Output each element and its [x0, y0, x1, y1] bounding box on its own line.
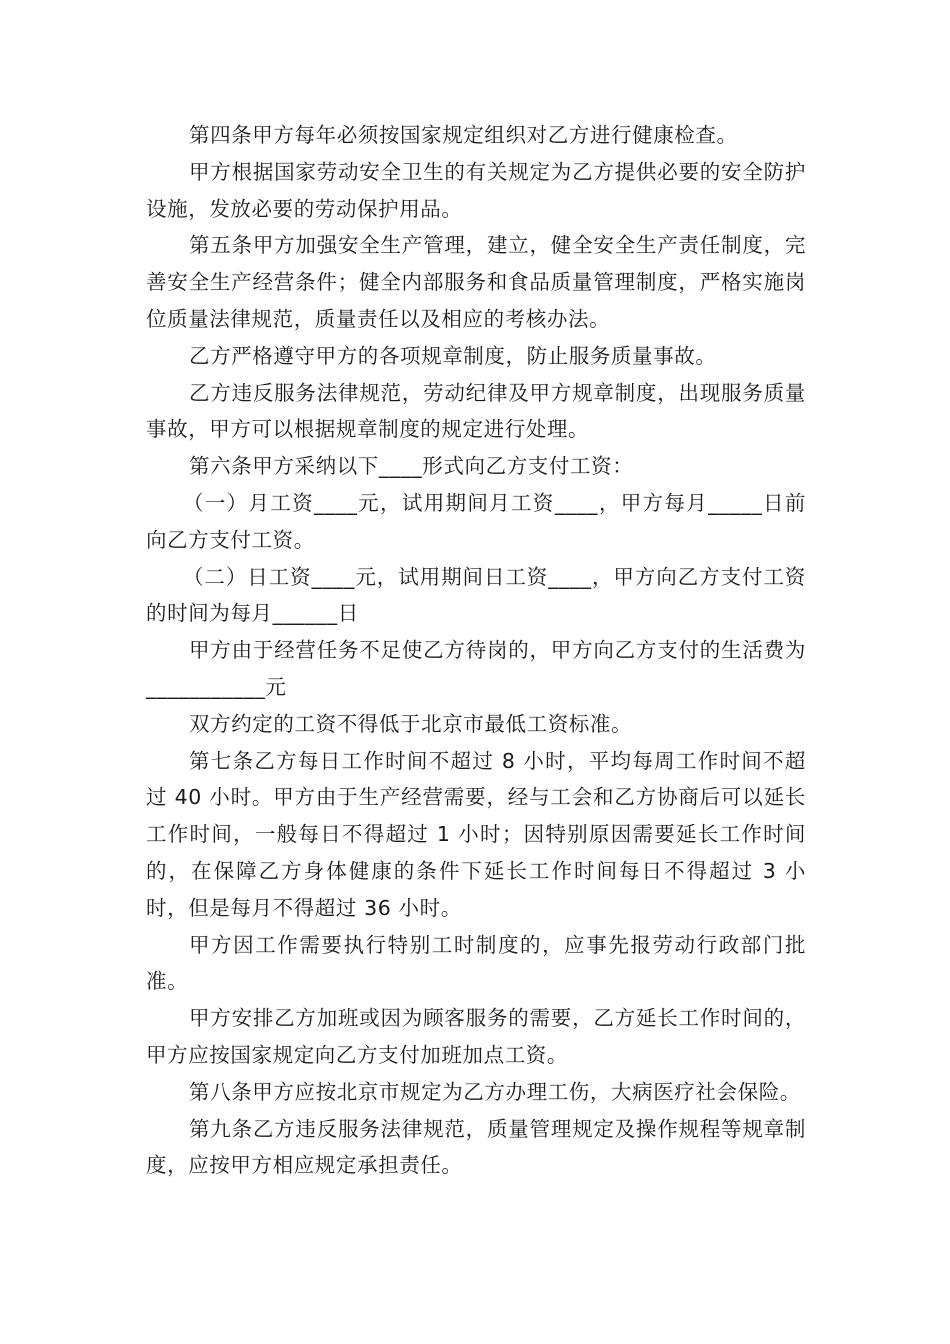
paragraph-special-hours: 甲方因工作需要执行特别工时制度的，应事先报劳动行政部门批准。 [146, 932, 806, 994]
paragraph-article-9: 第九条乙方违反服务法律规范，质量管理规定及操作规程等规章制度，应按甲方相应规定承担责任。 [146, 1116, 806, 1178]
paragraph-obey-rules: 乙方严格遵守甲方的各项规章制度，防止服务质量事故。 [189, 343, 717, 368]
paragraph-overtime-pay: 甲方安排乙方加班或因为顾客服务的需要，乙方延长工作时间的，甲方应按国家规定向乙方支付加班加点工资。 [146, 1006, 806, 1067]
paragraph-article-5: 第五条甲方加强安全生产管理，建立，健全安全生产责任制度，完善安全生产经营条件；健全内部服务和食品质量管理制度，严格实施岗位质量法律规范，质量责任以及相应的考核办法。 [146, 233, 806, 331]
paragraph-article-6: 第六条甲方采纳以下____形式向乙方支付工资： [189, 454, 634, 479]
paragraph-daily-wage: （二）日工资____元，试用期间日工资____，甲方向乙方支付工资的时间为每月______日 [146, 564, 806, 626]
paragraph-article-7: 第七条乙方每日工作时间不超过 8 小时，平均每周工作时间不超过 40 小时。甲方由于生产经营需要，经与工会和乙方协商后可以延长工作时间，一般每日不得超过 1 小时；因特别原因需要延长工作时间的，在保障乙方身体健康的条件下延长工作时间每日不得超过 3 小时，但是每月不得超过 36 小时。 [146, 748, 806, 920]
paragraph-violation-handling: 乙方违反服务法律规范，劳动纪律及甲方规章制度，出现服务质量事故，甲方可以根据规章制度的规定进行处理。 [146, 380, 806, 442]
paragraph-article-4: 第四条甲方每年必须按国家规定组织对乙方进行健康检查。 [189, 123, 738, 147]
paragraph-monthly-wage: （一）月工资____元，试用期间月工资____，甲方每月_____日前向乙方支付工资。 [146, 490, 806, 552]
paragraph-minimum-wage: 双方约定的工资不得低于北京市最低工资标准。 [189, 711, 633, 736]
document-body [146, 117, 806, 1184]
paragraph-safety-facilities: 甲方根据国家劳动安全卫生的有关规定为乙方提供必要的安全防护设施，发放必要的劳动保护用品。 [146, 159, 806, 221]
paragraph-standby-allowance: 甲方由于经营任务不足使乙方待岗的，甲方向乙方支付的生活费为___________元 [146, 638, 806, 699]
paragraph-article-8: 第八条甲方应按北京市规定为乙方办理工伤，大病医疗社会保险。 [189, 1079, 801, 1104]
